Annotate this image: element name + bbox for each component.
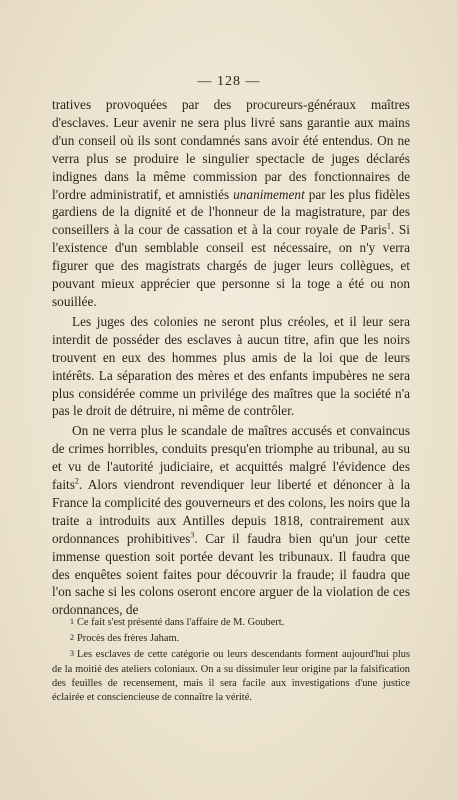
footnote-1-text: Ce fait s'est présenté dans l'affaire de M. Goubert. bbox=[77, 617, 285, 628]
footnote-1 bbox=[52, 615, 410, 630]
paragraph-2 bbox=[52, 313, 410, 420]
paragraph-3-part-3: . Alors viendront revendiquer leur liberté et dénoncer à la France la complicité des gouverneurs et des colons, les noirs que la traite a introduits aux Antilles depuis 1818, contrairement aux ordonnances prohibitives bbox=[52, 477, 410, 546]
footnote-ref-1: 1 bbox=[386, 221, 391, 231]
footnote-3-text: Les esclaves de cette catégorie ou leurs descendants forment aujourd'hui plus de la moitié des ateliers coloniaux. On a su dissimuler leur origine par la falsification des feuilles de recensement, mais il sera facile aux investigations d'une justice éclairée et consciencieuse de connaître la vérité. bbox=[52, 649, 410, 704]
page-number: — 128 — bbox=[197, 74, 261, 89]
footnote-2-text: Procès des frères Jaham. bbox=[77, 633, 180, 645]
footnotes bbox=[52, 615, 410, 706]
paragraph-3-part-5: . Car il faudra bien qu'un jour cette immense question soit portée devant les tribunaux. Il faudra que des enquêtes soient faites pour découvrir la fraude; il faudra que l'on sache si les colons oseront encore arguer de la violation de ces ordonnances, de bbox=[52, 530, 410, 618]
footnote-3-number: 3 bbox=[70, 649, 74, 659]
footnote-3 bbox=[52, 647, 410, 705]
paragraph-1 bbox=[52, 96, 410, 311]
footnote-2 bbox=[52, 631, 410, 646]
footnote-2-number: 2 bbox=[70, 633, 74, 643]
body-text bbox=[52, 96, 410, 621]
paragraph-1-part-3: par les plus fidèles gardiens de la dignité et de l'honneur de la magistrature, par des conseillers à la cour de cassation et à la cour royale de Paris bbox=[52, 186, 410, 238]
paragraph-1-italic-word: unanimement bbox=[233, 186, 305, 202]
footnote-ref-2: 2 bbox=[74, 476, 79, 486]
paragraph-3 bbox=[52, 422, 410, 619]
footnote-1-number: 1 bbox=[70, 617, 74, 626]
paragraph-1-part-1: tratives provoquées par des procureurs-généraux maîtres d'esclaves. Leur avenir ne sera plus livré sans garantie aux mains d'un conseil où ils sont condamnés sans avoir été entendus. On ne verra plus se produire le singulier spectacle de juges déclarés indignes dans la même commission par des fonctionnaires de l'ordre administratif, et amnistiés bbox=[52, 97, 410, 202]
footnote-ref-3: 3 bbox=[190, 530, 195, 540]
paragraph-1-part-5: . Si l'existence d'un semblable conseil est nécessaire, on n'y verra figurer que des magistrats chargés de juger leurs collègues, et pouvant mieux apprécier que personne si la toge a été ou non souillée. bbox=[52, 222, 410, 309]
paragraph-3-part-1: On ne verra plus le scandale de maîtres accusés et convaincus de crimes horribles, conduits presqu'en triomphe au tribunal, au su et vu de l'autorité judiciaire, et acquittés malgré l'évidence des faits bbox=[52, 423, 410, 493]
paragraph-2-text: Les juges des colonies ne seront plus créoles, et il leur sera interdit de posséder des esclaves à aucun titre, afin que les noirs trouvent en eux des hommes plus amis de la loi que de leurs intérêts. La séparation des mères et des enfants impubères ne sera plus considérée comme un privilége des maîtres que la société n'a pas le droit de détruire, ni même de contrôler. bbox=[52, 313, 410, 419]
